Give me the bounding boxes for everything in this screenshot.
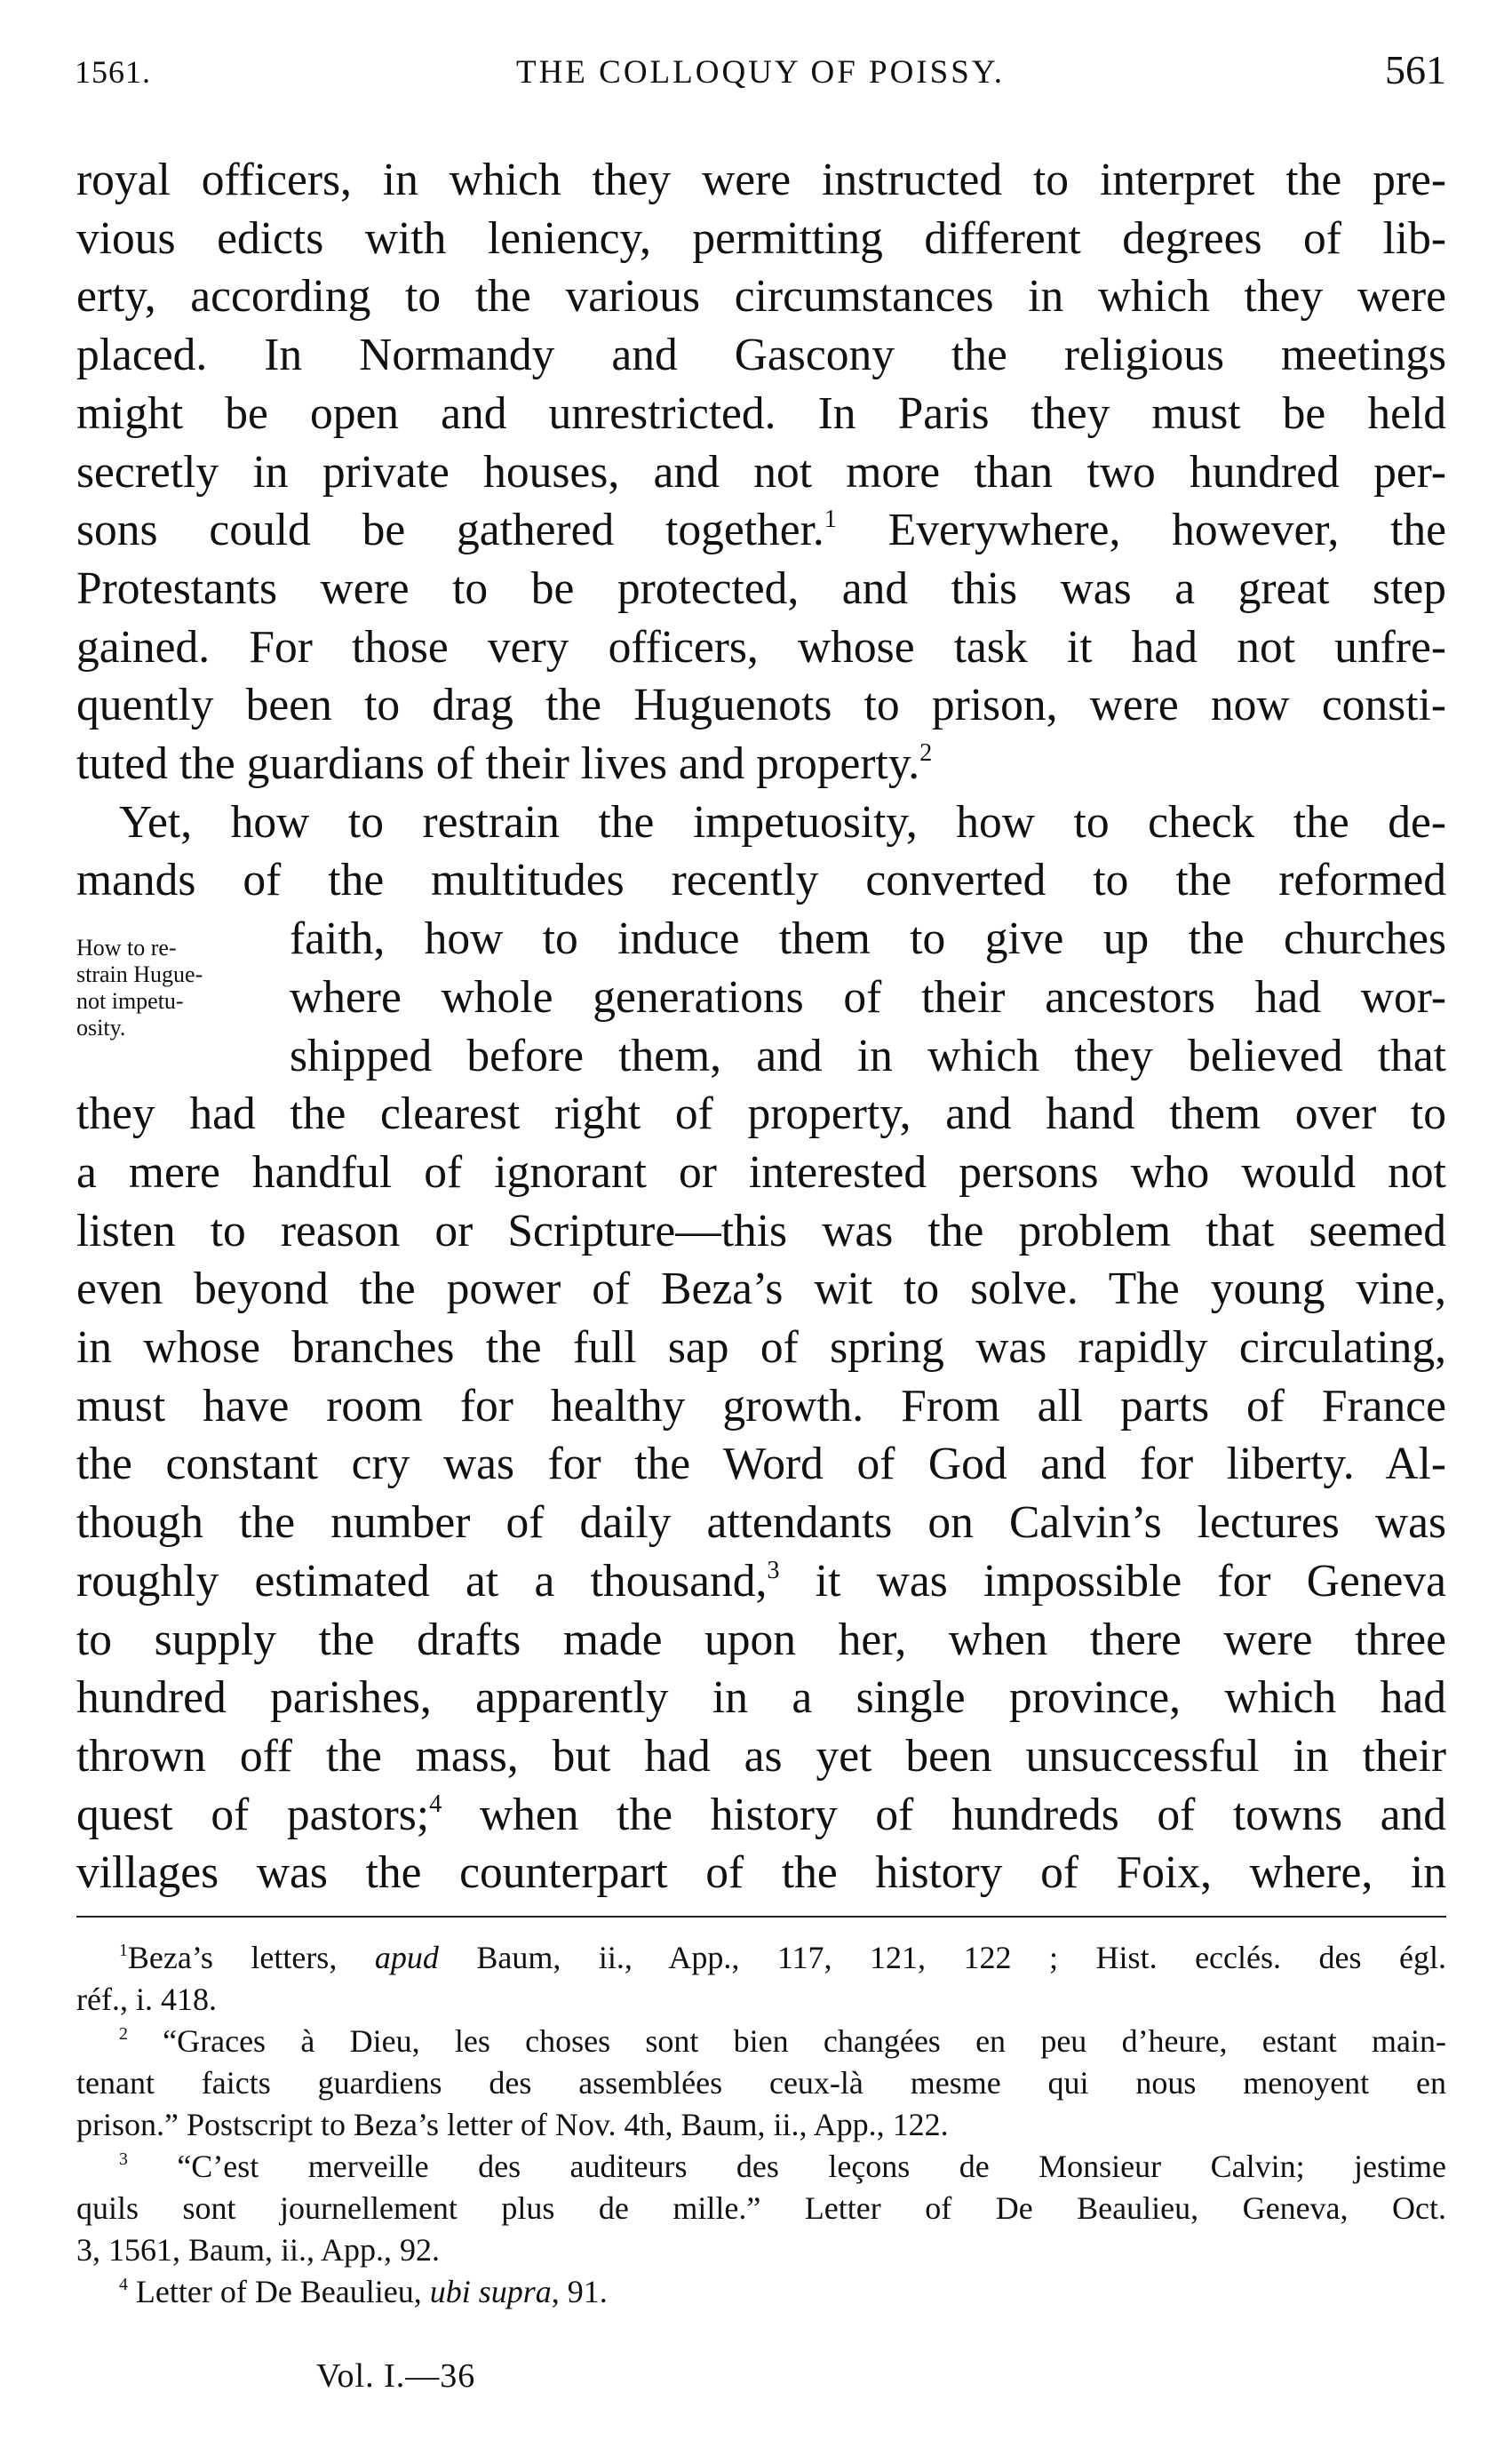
footnotes <box>76 1937 1446 2313</box>
footnote-mark: 2 <box>119 2024 128 2045</box>
footnote-line: prison.” Postscript to Beza’s letter of Nov. 4th, Baum, ii., App., 122. <box>76 2107 949 2142</box>
text-line: to supply the drafts made upon her, when there were three <box>76 1614 1446 1665</box>
text-segment: Beza’s letters, <box>127 1940 375 1975</box>
italic-segment: apud <box>374 1940 439 1975</box>
text-segment: “Graces à Dieu, les choses sont bien changées en peu d’heure, estant main- <box>127 2023 1446 2059</box>
footnote-4 <box>76 2271 1446 2313</box>
text-line: villages was the counterpart of the history of Foix, where, in <box>76 1847 1446 1899</box>
text-segment: Baum, ii., App., 117, 121, 122 ; Hist. ecclés. des égl. <box>438 1940 1446 1975</box>
text-line: mands of the multitudes recently converted to the reformed <box>76 855 1446 906</box>
text-segment: quest of pastors; <box>76 1789 430 1840</box>
text-line: where whole generations of their ancestors had wor- <box>290 971 1446 1023</box>
footnote-divider <box>76 1916 1446 1918</box>
footnote-ref: 4 <box>429 1790 442 1818</box>
text-line: placed. In Normandy and Gascony the religious meetings <box>76 330 1446 381</box>
text-line: though the number of daily attendants on Calvin’s lectures was <box>76 1497 1446 1549</box>
footnote-line <box>76 2271 1446 2313</box>
page-number: 561 <box>1385 47 1446 92</box>
footnote-ref: 2 <box>919 739 933 768</box>
footnote-line <box>76 1937 1446 1979</box>
header-title: THE COLLOQUY OF POISSY. <box>515 54 1006 91</box>
text-segment: “C’est merveille des auditeurs des leçons de Monsieur Calvin; jestime <box>127 2149 1446 2184</box>
footnote-mark: 3 <box>119 2149 128 2170</box>
footnote-line <box>76 2146 1446 2188</box>
footnote-mark: 1 <box>119 1941 128 1961</box>
margin-sidenote <box>76 935 281 1041</box>
text-line: shipped before them, and in which they believed that <box>290 1030 1446 1081</box>
footnote-1 <box>76 1937 1446 2021</box>
text-line: vious edicts with leniency, permitting different degrees of lib- <box>76 212 1446 264</box>
footnote-line: tenant faicts guardiens des assemblées ceux-là mesme qui nous menoyent en <box>76 2065 1446 2101</box>
text-line: Protestants were to be protected, and this was a great step <box>76 562 1446 614</box>
text-segment: , 91. <box>551 2274 608 2309</box>
sidenote-line: strain Hugue- <box>76 961 203 988</box>
text-line <box>76 501 1446 560</box>
text-segment: when the history of hundreds of towns and <box>442 1789 1446 1840</box>
text-line: might be open and unrestricted. In Paris they must be held <box>76 387 1446 439</box>
footnote-line: quils sont journellement plus de mille.” Letter of De Beaulieu, Geneva, Oct. <box>76 2190 1446 2226</box>
text-segment: sons could be gathered together. <box>76 505 824 556</box>
text-line: hundred parishes, apparently in a single province, which had <box>76 1672 1446 1724</box>
body-text <box>76 151 1446 1902</box>
footnote-ref: 3 <box>767 1557 780 1585</box>
text-segment: it was impossible for Geneva <box>779 1555 1446 1607</box>
footnote-3 <box>76 2146 1446 2271</box>
text-line <box>76 735 1446 793</box>
text-line: secretly in private houses, and not more than two hundred per- <box>76 446 1446 498</box>
text-line: must have room for healthy growth. From all parts of France <box>76 1380 1446 1431</box>
text-line: Yet, how to restrain the impetuosity, how to check the de- <box>119 796 1446 848</box>
text-line: listen to reason or Scripture—this was the problem that seemed <box>76 1205 1446 1256</box>
text-segment: tuted the guardians of their lives and property. <box>76 738 920 790</box>
text-line: a mere handful of ignorant or interested persons who would not <box>76 1146 1446 1198</box>
sidenote-line: osity. <box>76 1015 126 1041</box>
signature-mark: Vol. I.—36 <box>316 2357 476 2395</box>
text-line: they had the clearest right of property, and hand them over to <box>76 1088 1446 1140</box>
paragraph-1 <box>76 151 1446 793</box>
italic-segment: ubi supra <box>429 2274 552 2309</box>
footnote-2 <box>76 2021 1446 2146</box>
text-segment: roughly estimated at a thousand, <box>76 1555 768 1607</box>
text-line: erty, according to the various circumstances in which they were <box>76 271 1446 323</box>
text-line: gained. For those very officers, whose task it had not unfre- <box>76 621 1446 673</box>
text-line: even beyond the power of Beza’s wit to solve. The young vine, <box>76 1264 1446 1315</box>
header-year: 1561. <box>75 54 151 90</box>
paragraph-2 <box>76 793 1446 1902</box>
text-line: in whose branches the full sap of spring was rapidly circulating, <box>76 1322 1446 1374</box>
running-header <box>75 46 1446 100</box>
text-line: faith, how to induce them to give up the churches <box>290 913 1446 965</box>
footnote-line: réf., i. 418. <box>76 1982 217 2017</box>
sidenote-line: not impetu- <box>76 988 184 1015</box>
footnote-line: 3, 1561, Baum, ii., App., 92. <box>76 2232 441 2268</box>
text-line <box>76 1786 1446 1845</box>
footnote-mark: 4 <box>119 2275 128 2295</box>
text-segment: Everywhere, however, the <box>836 505 1446 556</box>
footnote-line <box>76 2021 1446 2062</box>
text-line: thrown off the mass, but had as yet been unsuccessful in their <box>76 1730 1446 1782</box>
sidenote-line: How to re- <box>76 935 177 961</box>
text-segment: Letter of De Beaulieu, <box>127 2274 430 2309</box>
footnote-ref: 1 <box>824 506 837 534</box>
text-line: the constant cry was for the Word of God and for liberty. Al- <box>76 1439 1446 1490</box>
text-line: quently been to drag the Huguenots to prison, were now consti- <box>76 680 1446 731</box>
sidenote-block <box>76 910 1446 1085</box>
text-line: royal officers, in which they were instructed to interpret the pre- <box>76 155 1446 205</box>
text-line <box>76 1552 1446 1611</box>
